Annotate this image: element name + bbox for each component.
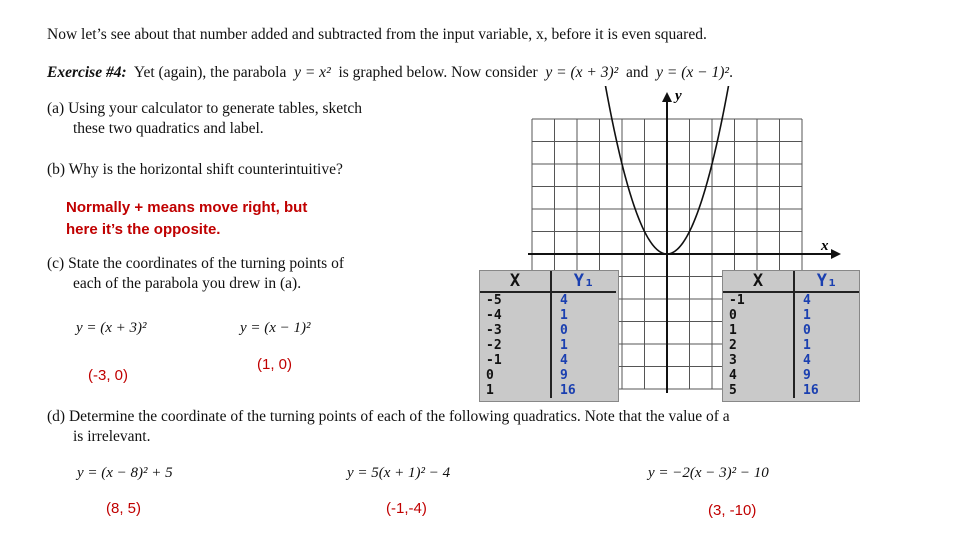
table1-y-cell: 4: [560, 353, 568, 368]
intro-text: Now let’s see about that number added and subtracted from the input variable, x, before it is even squared.: [47, 26, 707, 43]
table1-x-cell: -5: [480, 292, 551, 308]
table2-x-cell: 5: [723, 383, 794, 398]
table1-x-cell: 1: [480, 383, 551, 398]
table1-header-x: X: [480, 271, 551, 292]
table2-x-cell: -1: [723, 292, 794, 308]
table1-x-cell: -4: [480, 308, 551, 323]
y-axis-label: y: [675, 88, 682, 104]
part-d-eq1-text: y = (x − 8)² + 5: [77, 465, 173, 481]
table-row: [723, 308, 859, 323]
equation-shift-left: y = (x + 3)²: [545, 64, 619, 81]
table2-x-cell: 4: [723, 368, 794, 383]
table-row: [723, 383, 859, 398]
part-c-line2: each of the parabola you drew in (a).: [73, 275, 302, 292]
table2-y-cell: 9: [803, 368, 811, 383]
calculator-table-1: [479, 270, 619, 402]
table1-x-cell: -2: [480, 338, 551, 353]
exercise-and: and: [626, 64, 649, 81]
part-d-answer2: (-1,-4): [386, 500, 427, 517]
exercise-text-b: is graphed below. Now consider: [338, 64, 538, 81]
part-c-answer1: (-3, 0): [88, 367, 129, 384]
table-row: [480, 338, 616, 353]
table-row: [480, 353, 616, 368]
table2-y-cell: 16: [803, 383, 819, 398]
table2-x-cell: 3: [723, 353, 794, 368]
table2-y-cell: 1: [803, 338, 811, 353]
part-d-equation1: [77, 465, 173, 482]
table2-y-cell: 4: [803, 353, 811, 368]
part-d-answer1: (8, 5): [106, 500, 142, 517]
part-c-eq1-text: y = (x + 3)²: [76, 320, 147, 336]
part-c-eq2-text: y = (x − 1)²: [240, 320, 311, 336]
part-d-equation3: [648, 465, 769, 482]
table1-x-cell: -3: [480, 323, 551, 338]
table2-x-cell: 2: [723, 338, 794, 353]
part-c-line1: (c) State the coordinates of the turning points of: [47, 255, 345, 272]
table1-header-y: Y₁: [551, 271, 616, 292]
table-row: [480, 383, 616, 398]
part-b-question: (b) Why is the horizontal shift counterintuitive?: [47, 161, 343, 178]
table2-y-cell: 1: [803, 308, 811, 323]
table1-y-cell: 16: [560, 383, 576, 398]
calculator-table-2: [722, 270, 860, 402]
part-c-equation1: [76, 320, 147, 337]
table-row: [480, 292, 616, 308]
part-a-line2: these two quadratics and label.: [73, 120, 264, 137]
table1-x-cell: 0: [480, 368, 551, 383]
table-row: [723, 323, 859, 338]
table-row: [723, 368, 859, 383]
table2-x-cell: 0: [723, 308, 794, 323]
exercise-period: .: [729, 64, 733, 81]
table-row: [723, 353, 859, 368]
y-axis-arrow-icon: [662, 92, 672, 102]
part-b-answer-line2: here it’s the opposite.: [66, 221, 221, 238]
exercise-text-a: Yet (again), the parabola: [133, 64, 287, 81]
part-b-answer-line1: Normally + means move right, but: [66, 199, 308, 216]
table-row: [480, 308, 616, 323]
table-row: [480, 323, 616, 338]
x-axis-label: x: [821, 238, 829, 254]
x-axis-arrow-icon: [831, 249, 841, 259]
table1-x-cell: -1: [480, 353, 551, 368]
part-d-line1-text: (d) Determine the coordinate of the turning points of each of the following quadratics. Note that the value of a: [47, 408, 730, 425]
table1-y-cell: 4: [560, 293, 568, 308]
part-d-equation2: [347, 465, 450, 482]
table2-header-x: X: [723, 271, 794, 292]
table-row: [723, 338, 859, 353]
table1-y-cell: 1: [560, 308, 568, 323]
part-d-line1: [47, 408, 730, 426]
table2-y-cell: 0: [803, 323, 811, 338]
part-c-equation2: [240, 320, 311, 337]
equation-shift-right: y = (x − 1)²: [656, 64, 730, 81]
table1-y-cell: 0: [560, 323, 568, 338]
exercise-line: [47, 64, 733, 82]
table2-header-y: Y₁: [794, 271, 859, 292]
part-a-line1: (a) Using your calculator to generate tables, sketch: [47, 100, 363, 117]
table-row: [480, 368, 616, 383]
part-d-line2: is irrelevant.: [73, 428, 151, 445]
table-row: [723, 292, 859, 308]
table2-y-cell: 4: [803, 293, 811, 308]
part-c-answer2: (1, 0): [257, 356, 293, 373]
table1-y-cell: 1: [560, 338, 568, 353]
equation-base: y = x²: [294, 64, 331, 81]
part-d-answer3: (3, -10): [708, 502, 757, 519]
table1-y-cell: 9: [560, 368, 568, 383]
table2-x-cell: 1: [723, 323, 794, 338]
part-d-eq2-text: y = 5(x + 1)² − 4: [347, 465, 451, 481]
part-d-eq3-text: y = −2(x − 3)² − 10: [648, 465, 769, 481]
exercise-label: Exercise #4:: [47, 64, 127, 81]
